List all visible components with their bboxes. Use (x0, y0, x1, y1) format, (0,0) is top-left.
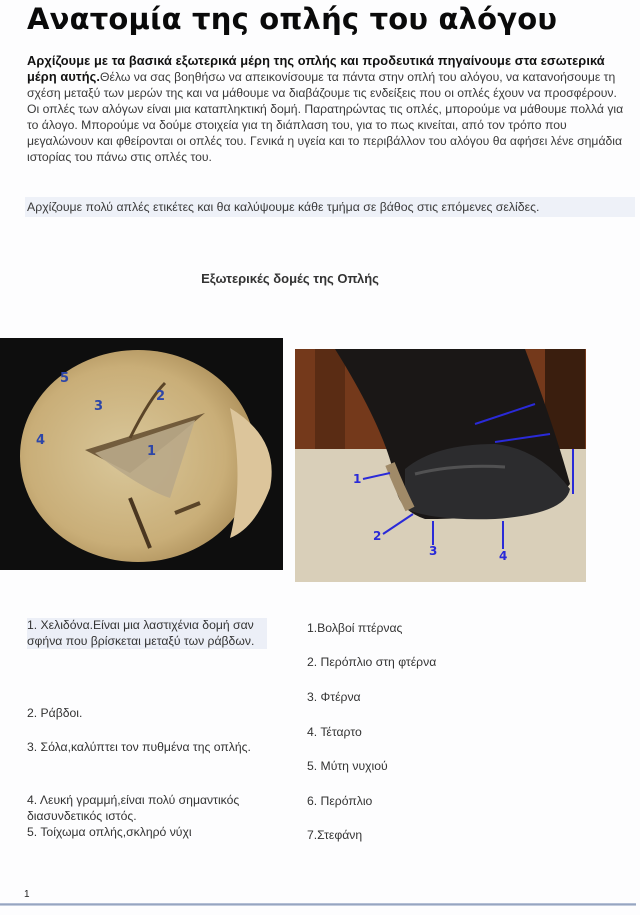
sole-label-5: 5 (60, 371, 70, 386)
intro-paragraph (27, 53, 627, 165)
page-title: Ανατομία της οπλής του αλόγου (27, 2, 558, 36)
list-item: 3. Φτέρνα (307, 690, 361, 704)
hoof-sole-photo (0, 338, 283, 570)
list-item: 3. Σόλα,καλύπτει τον πυθμένα της οπλής. (27, 740, 251, 754)
sole-label-1: 1 (147, 444, 157, 459)
list-item: 2. Ράβδοι. (27, 706, 83, 720)
intro-second-paragraph: Αρχίζουμε πολύ απλές ετικέτες και θα καλύψουμε κάθε τμήμα σε βάθος στις επόμενες σελίδες. (25, 197, 635, 217)
sole-label-3: 3 (94, 399, 104, 414)
intro-lead-text: Αρχίζουμε με τα βασικά εξωτερικά μέρη της οπλής και προδευτικά πηγαίνουμε στα εσωτερικά μέρη αυτής. (27, 53, 605, 84)
list-item: 6. Περόπλιο (307, 794, 373, 808)
list-item: 1. Χελιδόνα.Είναι μια λαστιχένια δομή σαν σφήνα που βρίσκεται μεταξύ των ράβδων. (27, 618, 267, 649)
section-heading: Εξωτερικές δομές της Οπλής (201, 271, 379, 286)
list-item: 5. Τοίχωμα οπλής,σκληρό νύχι (27, 825, 192, 839)
page-number: 1 (24, 889, 30, 900)
hoof-side-photo (295, 349, 586, 582)
sole-label-4: 4 (36, 433, 46, 448)
list-item: 4. Τέταρτο (307, 725, 362, 739)
sole-label-2: 2 (156, 389, 166, 404)
side-label-2: 2 (373, 529, 382, 543)
list-item: 5. Μύτη νυχιού (307, 759, 388, 773)
list-item: 4. Λευκή γραμμή,είναι πολύ σημαντικός διασυνδετικός ιστός. (27, 793, 240, 823)
side-label-3: 3 (429, 544, 438, 558)
hoof-sole-illustration (0, 338, 283, 570)
page-divider (0, 903, 636, 906)
intro-body-text: Θέλω να σας βοηθήσω να απεικονίσουμε τα πάντα στην οπλή του αλόγου, να κατανοήσουμε τη σχέση μεταξύ των μερών της και να μάθουμε να διαβάζουμε τις ενδείξεις που οι οπλές έχουν να προσφέρουν. Οι οπλές των αλόγων είναι μια καταπληκτική δομή. Παρατηρώντας τις οπλές, μπορούμε να μάθουμε πολλά για το άλογο. Μπορούμε να δούμε στοιχεία για τη διάπλαση του, για το πως κινείται, από τον τρόπο που μεγαλώνουν και φθείρονται οι οπλές του. Γενικά η υγεία και το περιβάλλον του αλόγου θα αφήσει λένε σημάδια ιστορίας του πάνω στις οπλές του. (27, 70, 624, 164)
list-item: 7.Στεφάνη (307, 828, 363, 842)
list-item: 1.Βολβοί πτέρνας (307, 621, 403, 635)
side-label-1: 1 (353, 472, 362, 486)
list-item: 2. Περόπλιο στη φτέρνα (307, 655, 437, 669)
hoof-side-illustration (295, 349, 586, 582)
side-label-4: 4 (499, 549, 508, 563)
